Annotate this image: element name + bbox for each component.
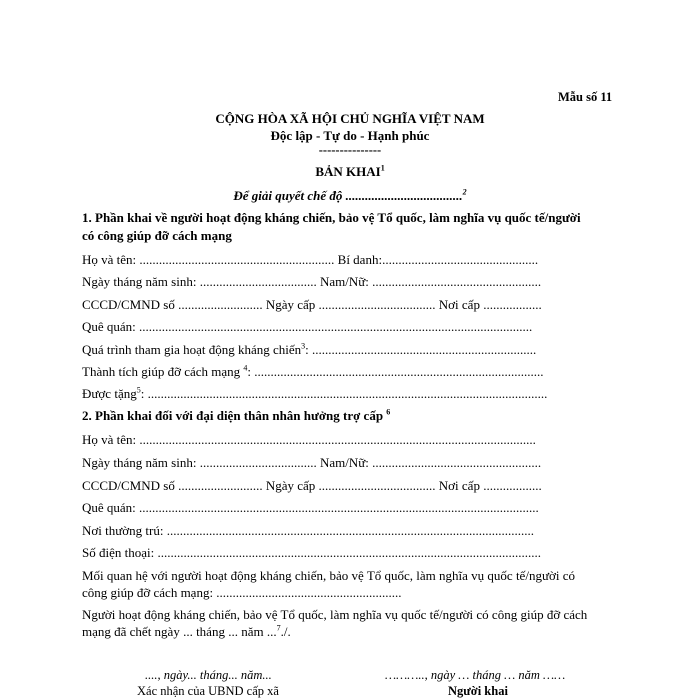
s1-awarded-field[interactable]: Được tặng$^5$: ........................................................................................................................... <box>82 385 548 401</box>
s2-deceased-date-field[interactable]: mạng đã chết ngày ... tháng ... năm ...$^7$./. <box>82 623 291 639</box>
motto: Độc lập - Tự do - Hạnh phúc <box>270 128 430 143</box>
document-title: BẢN KHAI$^1$ <box>315 163 385 179</box>
left-signature-label: Xác nhận của UBND cấp xã <box>137 684 279 698</box>
section1-heading-cont: có công giúp đỡ cách mạng <box>82 228 232 243</box>
s2-phone-field[interactable]: Số điện thoại: ...................................................................................................................... <box>82 545 541 560</box>
s2-id-field[interactable]: CCCD/CMND số .......................... Ngày cấp .................................... Nơi cấp .................. <box>82 478 542 493</box>
s2-birth-field[interactable]: Ngày tháng năm sinh: .................................... Nam/Nữ: .................................................... <box>82 455 542 470</box>
separator: --------------- <box>318 143 382 157</box>
s1-id-field[interactable]: CCCD/CMND số .......................... Ngày cấp .................................... Nơi cấp .................. <box>82 297 542 312</box>
right-signature-label: Người khai <box>448 684 508 698</box>
s1-hometown-field[interactable]: Quê quán: ......................................................................................................................... <box>82 319 533 334</box>
s2-deceased-field[interactable]: Người hoạt động kháng chiến, bảo vệ Tổ quốc, làm nghĩa vụ quốc tế/người có công giúp đỡ cách <box>82 607 588 622</box>
section2-heading: 2. Phần khai đối với đại diện thân nhân hưởng trợ cấp $^6$ <box>82 407 391 423</box>
s2-fullname-field[interactable]: Họ và tên: .......................................................................................................................... <box>82 432 536 447</box>
s2-hometown-field[interactable]: Quê quán: ........................................................................................................................... <box>82 500 539 515</box>
left-date-line: ...., ngày... tháng... năm... <box>145 668 272 682</box>
s2-relation-field-cont[interactable]: công giúp đỡ cách mạng: ......................................................... <box>82 585 402 600</box>
s2-residence-field[interactable]: Nơi thường trú: ................................................................................................................. <box>82 523 534 538</box>
s1-fullname-field[interactable]: Họ và tên: ............................................................ Bí danh:................................................ <box>82 252 539 267</box>
section1-heading: 1. Phần khai về người hoạt động kháng chiến, bảo vệ Tổ quốc, làm nghĩa vụ quốc tế/người <box>82 210 581 225</box>
s1-achievement-field[interactable]: Thành tích giúp đỡ cách mạng $^4$: ......................................................................................... <box>82 363 544 379</box>
form-number: Mẫu số 11 <box>558 90 613 104</box>
right-date-line: ……….., ngày … tháng … năm …… <box>385 668 566 682</box>
nation-title: CỘNG HÒA XÃ HỘI CHỦ NGHĨA VIỆT NAM <box>215 111 485 126</box>
s2-relation-field[interactable]: Mối quan hệ với người hoạt động kháng chiến, bảo vệ Tổ quốc, làm nghĩa vụ quốc tế/người có <box>82 568 575 583</box>
s1-birth-field[interactable]: Ngày tháng năm sinh: .................................... Nam/Nữ: .................................................... <box>82 274 542 289</box>
purpose-line: Để giải quyết chế độ ....................................$^2$ <box>233 187 467 203</box>
s1-process-field[interactable]: Quá trình tham gia hoạt động kháng chiến$^3$: ..................................................................... <box>82 341 537 357</box>
